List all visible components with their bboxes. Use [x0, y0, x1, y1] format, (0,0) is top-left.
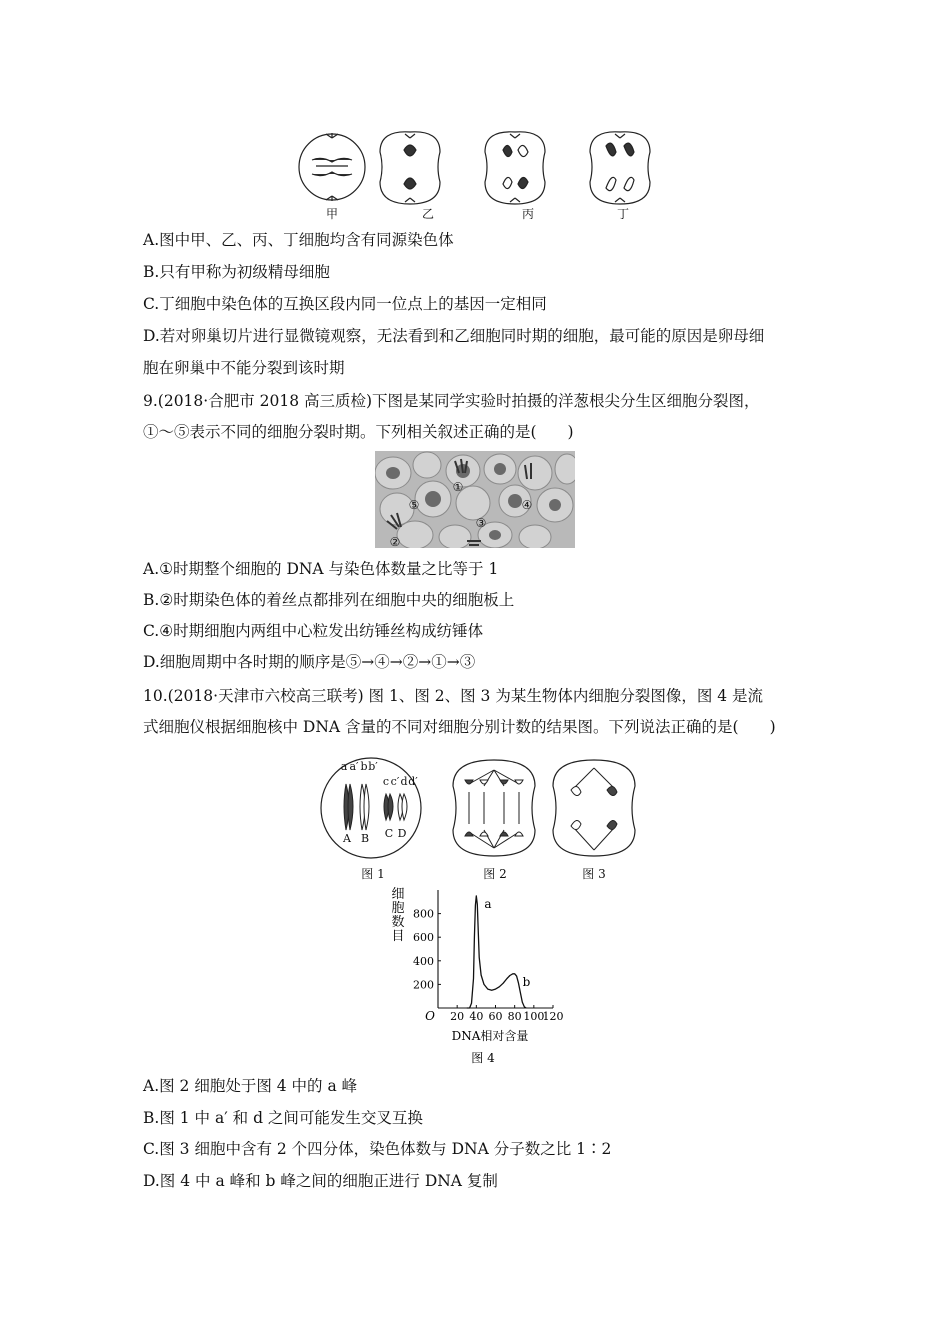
caption-jia: 甲: [325, 207, 338, 221]
x-tick-label: 100: [523, 1010, 545, 1023]
chart-origin-label: O: [425, 1009, 435, 1023]
x-axis-label: DNA相对含量: [451, 1029, 529, 1043]
q10-stem-line2: 式细胞仪根据细胞核中 DNA 含量的不同对细胞分别计数的结果图。下列说法正确的是( ): [143, 718, 776, 736]
fig1-label-A: A: [343, 832, 351, 845]
peak-label-a: a: [484, 896, 492, 911]
chart-title: 图 4: [471, 1051, 495, 1065]
x-tick-label: 40: [469, 1010, 484, 1023]
cell-ding: [590, 132, 650, 204]
caption-bing: 丙: [521, 207, 534, 221]
caption-fig1: 图 1: [361, 867, 385, 881]
q10-option-a: A.图 2 细胞处于图 4 中的 a 峰: [143, 1077, 358, 1095]
y-axis-label-4: 目: [391, 929, 405, 944]
q8-option-b: B.只有甲称为初级精母细胞: [143, 263, 330, 281]
peak-label-b: b: [522, 974, 531, 989]
x-tick-label: 80: [507, 1010, 522, 1023]
caption-fig3: 图 3: [582, 867, 606, 881]
q8-option-d-cont: 胞在卵巢中不能分裂到该时期: [143, 359, 345, 377]
q10-stem-line1: 10.(2018·天津市六校高三联考) 图 1、图 2、图 3 为某生物体内细胞分裂图像，图 4 是流: [143, 687, 764, 705]
onion-root-tip-micrograph: [375, 451, 575, 548]
cell-jia: [299, 133, 365, 201]
y-axis-label-3: 数: [391, 915, 405, 930]
q9-option-b: B.②时期染色体的着丝点都排列在细胞中央的细胞板上: [143, 591, 515, 609]
q9-option-a: A.①时期整个细胞的 DNA 与染色体数量之比等于 1: [143, 560, 499, 578]
photo-label-1: ①: [452, 480, 464, 494]
fig1-label-d-prime: d′: [408, 775, 418, 788]
q9-stem-line2: ①～⑤表示不同的细胞分裂时期。下列相关叙述正确的是( ): [143, 423, 574, 441]
fig1-label-a: a: [340, 760, 348, 773]
photo-label-5: ⑤: [408, 498, 420, 512]
figure-4-dna-chart: [388, 882, 568, 1072]
x-tick-label: 20: [450, 1010, 465, 1023]
q10-option-c: C.图 3 细胞中含有 2 个四分体，染色体数与 DNA 分子数之比 1∶2: [143, 1140, 612, 1158]
cell-bing: [485, 132, 545, 204]
caption-yi: 乙: [421, 207, 434, 221]
y-tick-label: 800: [413, 907, 434, 921]
figure-2-cell: [449, 756, 539, 861]
caption-fig2: 图 2: [483, 867, 507, 881]
q10-option-d: D.图 4 中 a 峰和 b 峰之间的细胞正进行 DNA 复制: [143, 1172, 498, 1190]
fig1-label-a-prime: a′: [349, 760, 359, 773]
q9-option-c: C.④时期细胞内两组中心粒发出纺锤丝构成纺锤体: [143, 622, 484, 640]
x-tick-label: 60: [488, 1010, 503, 1023]
x-tick-label: 120: [542, 1010, 564, 1023]
y-tick-label: 200: [413, 978, 434, 992]
cell-yi: [380, 132, 440, 204]
q9-stem-line1: 9.(2018·合肥市 2018 高三质检)下图是某同学实验时拍摄的洋葱根尖分生区细胞分裂图，: [143, 392, 760, 410]
photo-label-3: ③: [475, 516, 487, 530]
fig1-label-c: c: [382, 775, 390, 788]
photo-label-2: ②: [389, 535, 401, 549]
caption-ding: 丁: [616, 207, 629, 221]
fig1-label-b: b: [360, 760, 368, 773]
fig1-label-B: B: [360, 832, 370, 845]
y-axis-label-1: 细: [391, 887, 405, 902]
q8-option-c: C.丁细胞中染色体的互换区段内同一位点上的基因一定相同: [143, 295, 547, 313]
y-axis-label-2: 胞: [391, 901, 405, 916]
fig1-label-d: d: [400, 775, 408, 788]
q8-option-d: D.若对卵巢切片进行显微镜观察，无法看到和乙细胞同时期的细胞，最可能的原因是卵母细: [143, 327, 765, 345]
photo-label-4: ④: [521, 498, 533, 512]
figure-3-cell: [549, 756, 639, 861]
y-tick-label: 400: [413, 954, 434, 968]
fig1-label-c-prime: c′: [390, 775, 400, 788]
q9-option-d: D.细胞周期中各时期的顺序是⑤→④→②→①→③: [143, 653, 476, 671]
y-tick-label: 600: [413, 931, 434, 945]
fig1-label-D: D: [397, 827, 407, 840]
q8-option-a: A.图中甲、乙、丙、丁细胞均含有同源染色体: [143, 231, 454, 249]
dna-content-curve: [467, 896, 526, 1008]
fig1-label-b-prime: b′: [368, 760, 378, 773]
fig1-label-C: C: [384, 827, 394, 840]
q10-option-b: B.图 1 中 a′ 和 d 之间可能发生交叉互换: [143, 1109, 423, 1127]
